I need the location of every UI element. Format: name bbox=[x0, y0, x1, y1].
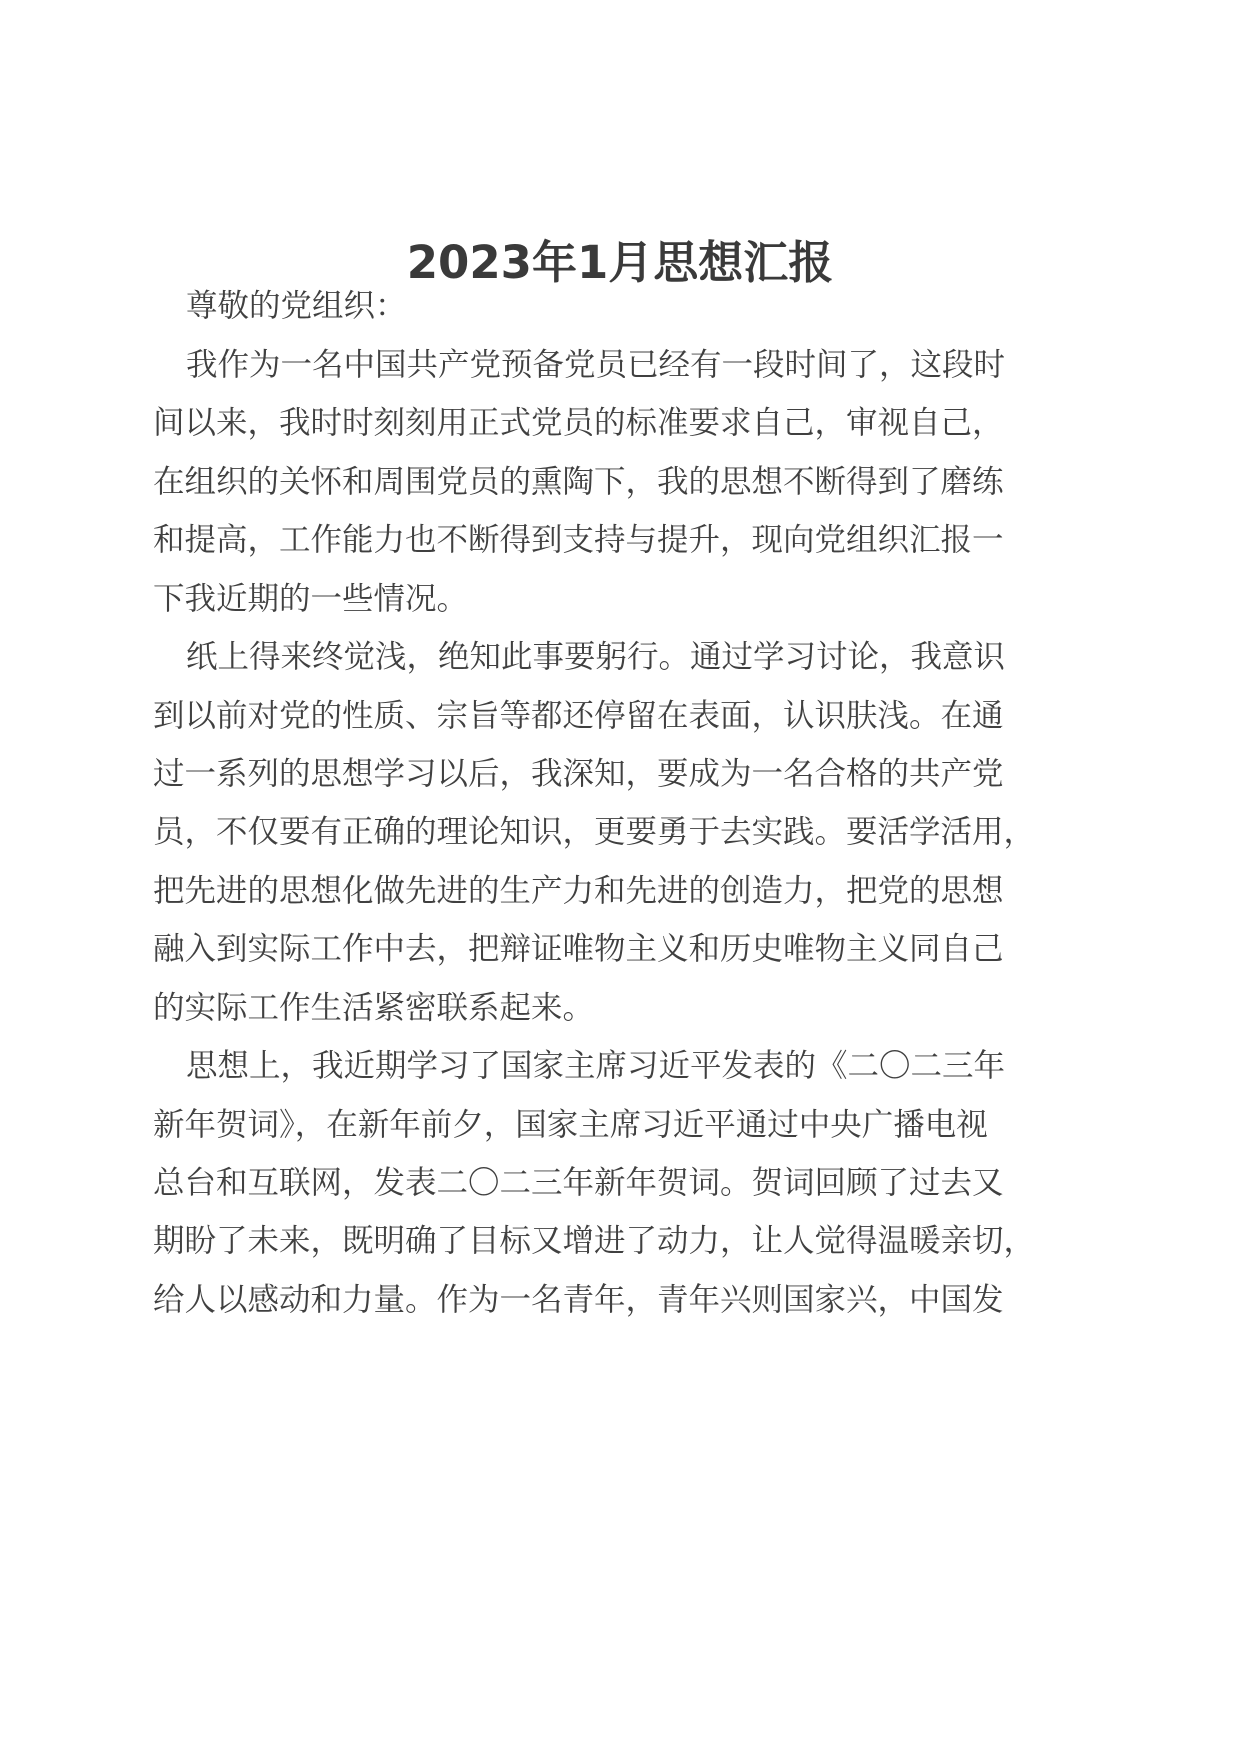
document-title: 2023年1月思想汇报 bbox=[406, 236, 834, 289]
paragraph-line: 纸上得来终觉浅，绝知此事要躬行。通过学习讨论，我意识 bbox=[186, 639, 1006, 675]
paragraph-line: 融入到实际工作中去，把辩证唯物主义和历史唯物主义同自己 bbox=[153, 931, 1004, 967]
paragraph-line: 间以来，我时时刻刻用正式党员的标准要求自己，审视自己， bbox=[153, 405, 1004, 441]
paragraph-line: 期盼了未来，既明确了目标又增进了动力，让人觉得温暖亲切， bbox=[153, 1223, 1036, 1259]
paragraph-line: 新年贺词》，在新年前夕，国家主席习近平通过中央广播电视 bbox=[153, 1107, 988, 1143]
paragraph-line: 给人以感动和力量。作为一名青年，青年兴则国家兴，中国发 bbox=[153, 1282, 1004, 1318]
paragraph-line: 和提高，工作能力也不断得到支持与提升，现向党组织汇报一 bbox=[153, 522, 1004, 558]
paragraph-line: 员，不仅要有正确的理论知识，更要勇于去实践。要活学活用， bbox=[153, 814, 1036, 850]
paragraph-line: 过一系列的思想学习以后，我深知，要成为一名合格的共产党 bbox=[153, 756, 1004, 792]
paragraph-line: 在组织的关怀和周围党员的熏陶下，我的思想不断得到了磨练 bbox=[153, 464, 1004, 500]
paragraph-line: 的实际工作生活紧密联系起来。 bbox=[153, 990, 595, 1026]
paragraph-line: 我作为一名中国共产党预备党员已经有一段时间了，这段时 bbox=[186, 347, 1006, 383]
salutation: 尊敬的党组织： bbox=[186, 288, 407, 324]
paragraph-line: 总台和互联网，发表二〇二三年新年贺词。贺词回顾了过去又 bbox=[153, 1165, 1004, 1201]
paragraph-line: 下我近期的一些情况。 bbox=[153, 581, 469, 617]
paragraph-line: 到以前对党的性质、宗旨等都还停留在表面，认识肤浅。在通 bbox=[153, 698, 1004, 734]
paragraph-line: 把先进的思想化做先进的生产力和先进的创造力，把党的思想 bbox=[153, 873, 1004, 909]
paragraph-line: 思想上，我近期学习了国家主席习近平发表的《二〇二三年 bbox=[186, 1048, 1006, 1084]
